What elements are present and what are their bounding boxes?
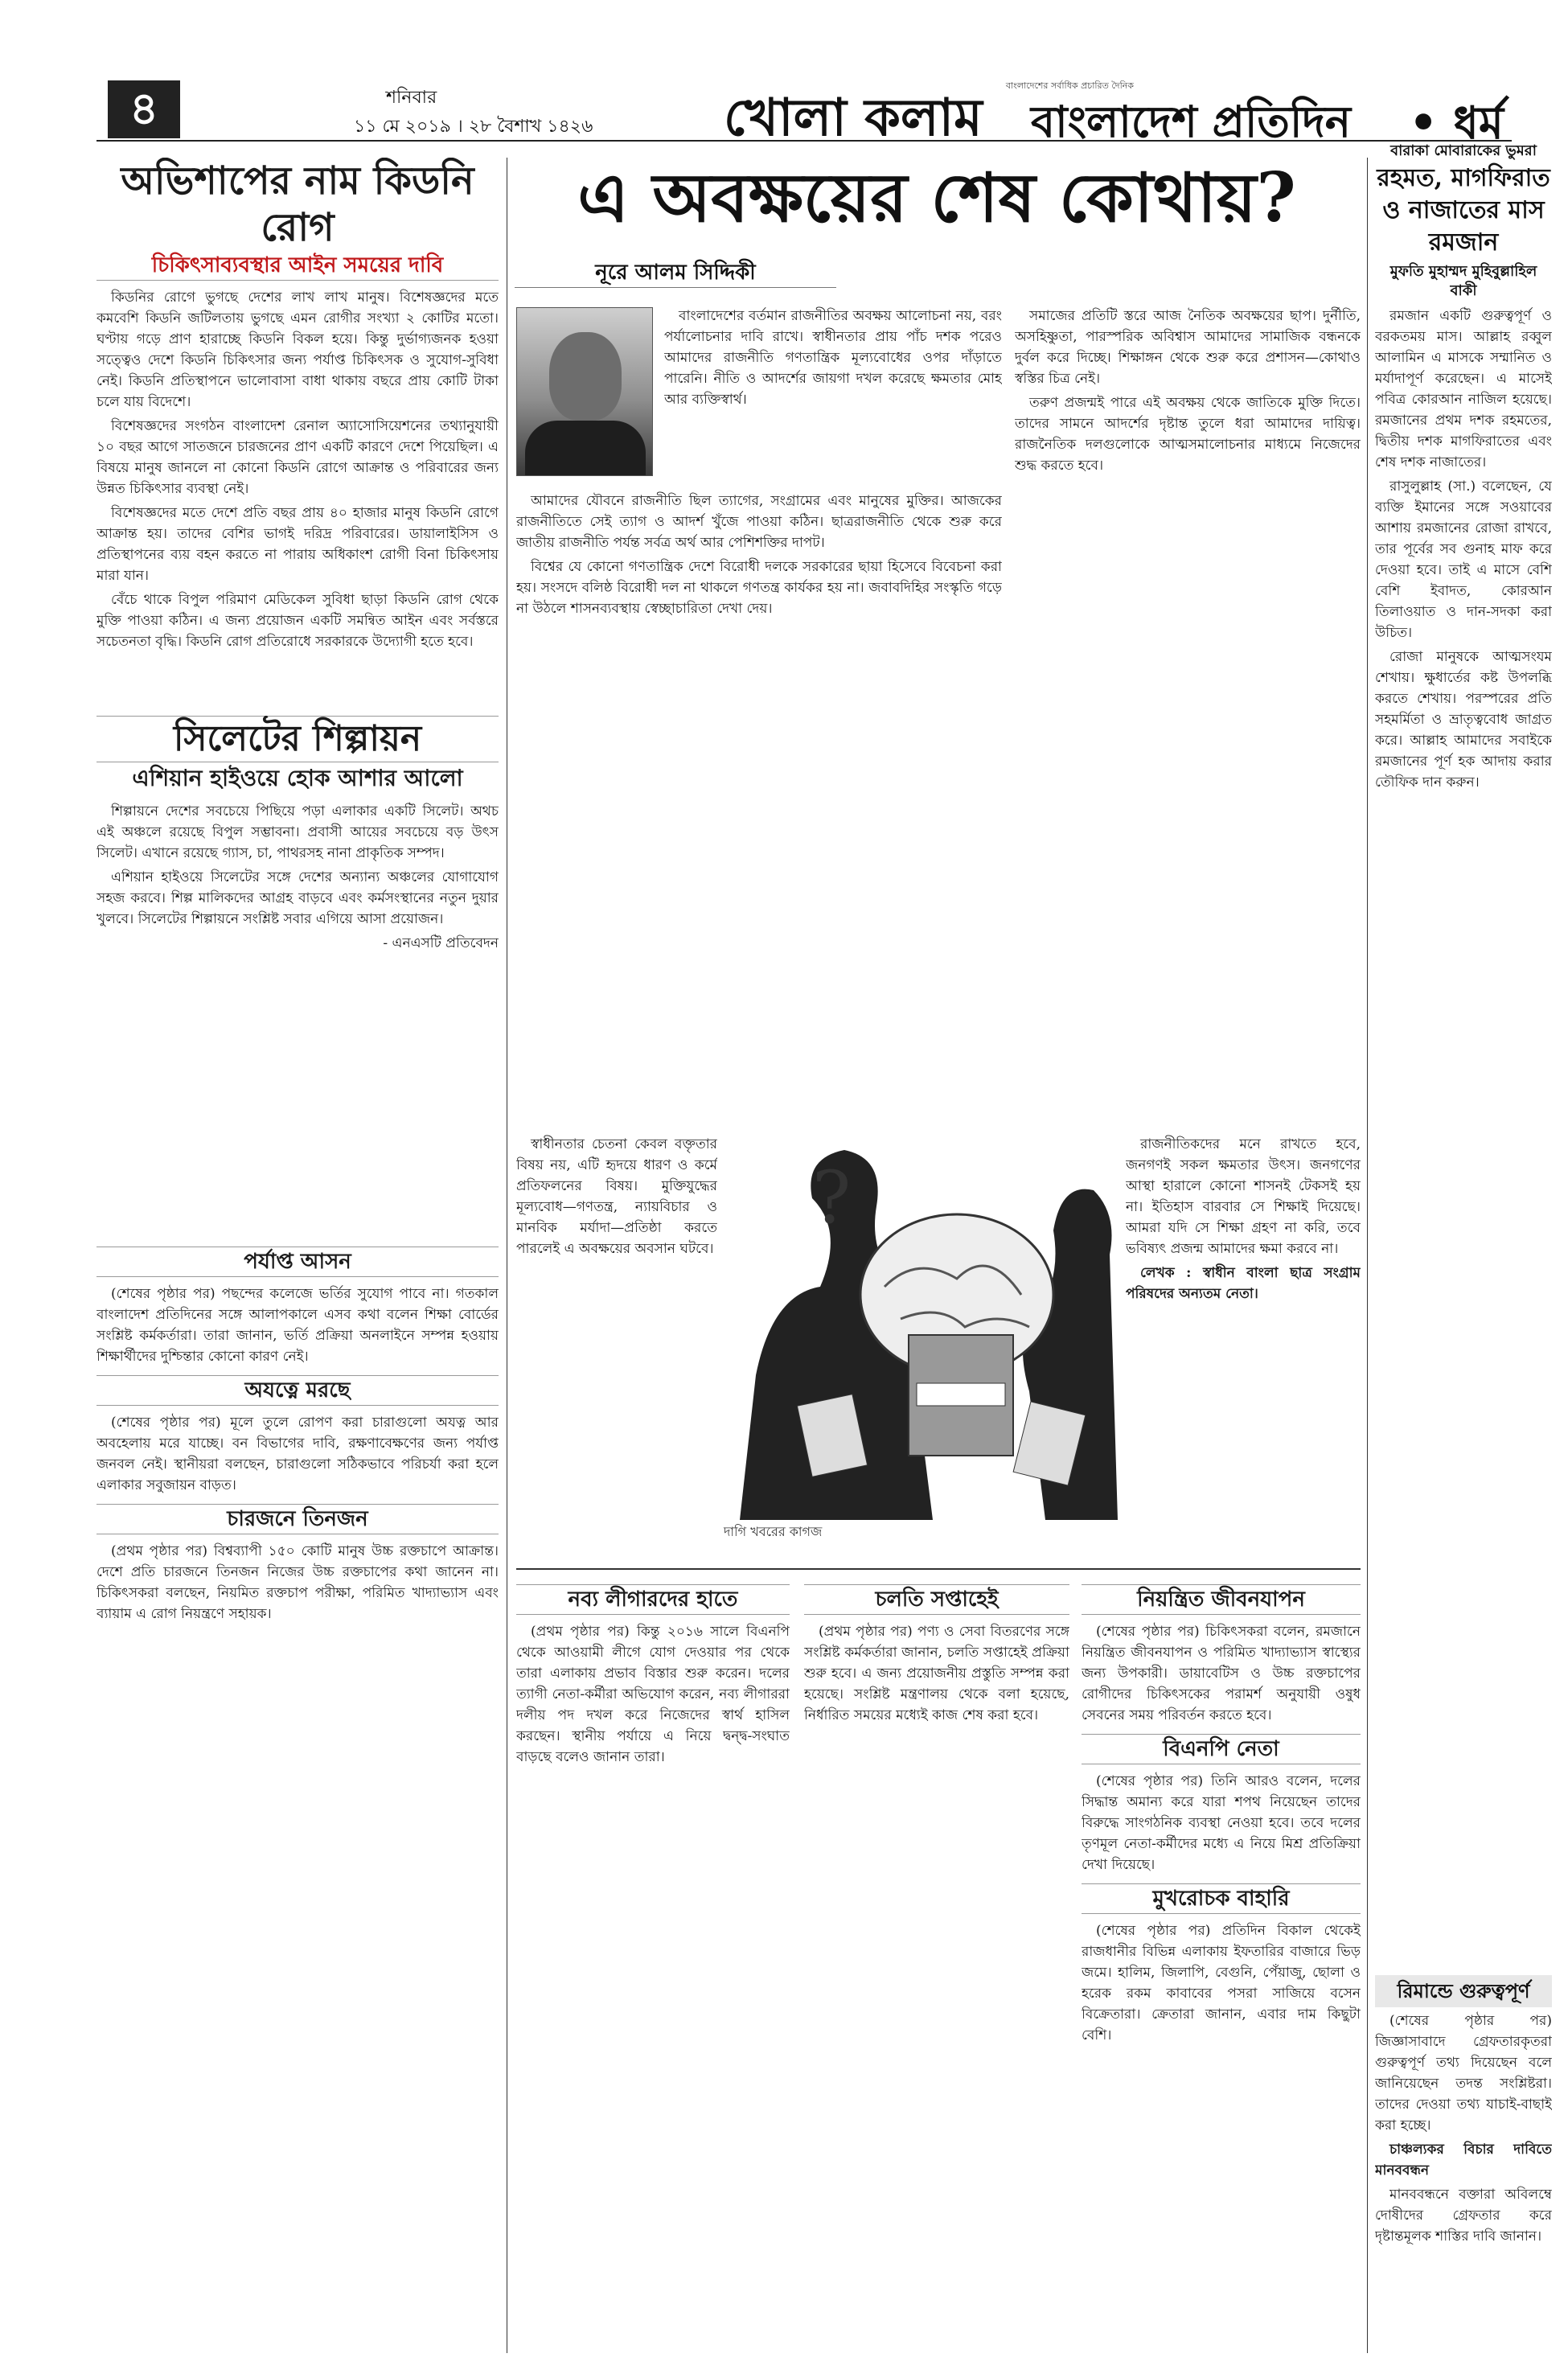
news-headline: চারজনে তিনজন [96,1504,499,1534]
main-article-credit: লেখক : স্বাধীন বাংলা ছাত্র সংগ্রাম পরিষদের অন্যতম নেতা। [1126,1265,1361,1302]
left-article-paragraph: বেঁচে থাকে বিপুল পরিমাণ মেডিকেল সুবিধা ছাড়া কিডনি রোগ থেকে মুক্তি পাওয়া কঠিন। এ জন্য প্রয়োজন একটি সমন্বিত আইন এবং সর্বস্তরে সচেতনতা বৃদ্ধি। কিডনি রোগ প্রতিরোধে সরকারকে উদ্যোগী হতে হবে। [96,592,499,650]
newspaper-brand: বাংলাদেশ প্রতিদিন [1031,96,1351,147]
masthead [96,77,1512,150]
right-article-paragraph: রাসুলুল্লাহ (সা.) বলেছেন, যে ব্যক্তি ইমানের সঙ্গে সওয়াবের আশায় রমজানের রোজা রাখবে, তার পূর্বের সব গুনাহ মাফ করে দেওয়া হবে। তাই এ মাসে বেশি বেশি ইবাদত, কোরআন তিলাওয়াত ও দান-সদকা করা উচিত। [1375,478,1552,641]
right-footer-paragraph: (শেষের পৃষ্ঠার পর) জিজ্ঞাসাবাদে গ্রেফতারকৃতরা গুরুত্বপূর্ণ তথ্য দিয়েছেন বলে জানিয়েছেন তদন্ত সংশ্লিষ্টরা। তাদের দেওয়া তথ্য যাচাই-বাছাই করা হচ্ছে। [1375,2013,1552,2134]
main-article-paragraph: সমাজের প্রতিটি স্তরে আজ নৈতিক অবক্ষয়ের ছাপ। দুর্নীতি, অসহিষ্ণুতা, পারস্পরিক অবিশ্বাস আমাদের সামাজিক বন্ধনকে দুর্বল করে দিচ্ছে। শিক্ষাঙ্গন থেকে শুরু করে প্রশাসন—কোথাও স্বস্তির চিত্র নেই। [1015,308,1361,387]
box-article-credit: - এনএসটি প্রতিবেদন [383,935,499,951]
main-article-col1 [516,491,1002,1126]
left-article-paragraph: বিশেষজ্ঞদের মতে দেশে প্রতি বছর প্রায় ৪০ হাজার মানুষ কিডনি রোগে আক্রান্ত হয়। তাদের বেশির ভাগই দরিদ্র পরিবারের। ডায়ালাইসিস ও প্রতিস্থাপনের ব্যয় বহন করতে না পারায় অধিকাংশ রোগী বিনা চিকিৎসায় মারা যান। [96,505,499,584]
news-headline: নব্য লীগারদের হাতে [516,1584,790,1615]
news-body: (প্রথম পৃষ্ঠার পর) কিন্তু ২০১৬ সালে বিএনপি থেকে আওয়ামী লীগে যোগ দেওয়ার পর থেকে তারা এলাকায় প্রভাব বিস্তার শুরু করেন। দলের ত্যাগী নেতা-কর্মীরা অভিযোগ করেন, নব্য লীগাররা দলীয় পদ দখল করে নিজেদের স্বার্থ হাসিল করছেন। স্থানীয় পর্যায়ে এ নিয়ে দ্বন্দ্ব-সংঘাত বাড়ছে বলেও জানান তারা। [516,1624,790,1765]
box-article [96,716,499,1230]
left-article-title: অভিশাপের নাম কিডনি রোগ [121,158,474,250]
news-body: (শেষের পৃষ্ঠার পর) চিকিৎসকরা বলেন, রমজানে নিয়ন্ত্রিত জীবনযাপন ও পরিমিত খাদ্যাভ্যাস স্বাস্থ্যের জন্য উপকারী। ডায়াবেটিস ও উচ্চ রক্তচাপের রোগীদের চিকিৎসকের পরামর্শ অনুযায়ী ওষুধ সেবনের সময় পরিবর্তন করতে হবে। [1082,1624,1361,1723]
main-article-col2 [1015,306,1361,1126]
section-title: খোলা কলাম [724,88,983,148]
news-headline: বিএনপি নেতা [1082,1734,1361,1764]
right-top-line: বারাকা মোবারাকের ভুমরা [1390,142,1537,159]
left-article-paragraph: কিডনির রোগে ভুগছে দেশের লাখ লাখ মানুষ। বিশেষজ্ঞদের মতে কমবেশি কিডনি জটিলতায় ভুগছে এমন রোগীর সংখ্যা ২ কোটির মতো। ঘণ্টায় গড়ে প্রাণ হারাচ্ছে কিডনি বিকল হয়ে। কিন্তু দুর্ভাগ্যজনক হওয়া সত্ত্বেও দেশে কিডনি চিকিৎসার জন্য পর্যাপ্ত চিকিৎসক ও সুযোগ-সুবিধা নেই। কিডনি প্রতিস্থাপনে ভালোবাসা বাধা থাকায় বছরে প্রায় কোটি টাকা চলে যায় বিদেশে। [96,290,499,410]
news-body: (শেষের পৃষ্ঠার পর) প্রতিদিন বিকাল থেকেই রাজধানীর বিভিন্ন এলাকায় ইফতারির বাজারে ভিড় জমে। হালিম, জিলাপি, বেগুনি, পেঁয়াজু, ছোলা ও হরেক রকম কাবাবের পসরা সাজিয়ে বসেন বিক্রেতারা। ক্রেতারা জানান, এবার দাম কিছুটা বেশি। [1082,1923,1361,2043]
left-article [96,158,499,704]
main-article-paragraph: স্বাধীনতার চেতনা কেবল বক্তৃতার বিষয় নয়, এটি হৃদয়ে ধারণ ও কর্মে প্রতিফলনের বিষয়। মুক্তিযুদ্ধের মূল্যবোধ—গণতন্ত্র, ন্যায়বিচার ও মানবিক মর্যাদা—প্রতিষ্ঠা করতে পারলেই এ অবক্ষয়ের অবসান ঘটবে। [516,1136,717,1257]
news-body: (প্রথম পৃষ্ঠার পর) বিশ্বব্যাপী ১৫০ কোটি মানুষ উচ্চ রক্তচাপে আক্রান্ত। দেশে প্রতি চারজনে তিনজন নিজের উচ্চ রক্তচাপের কথা জানেন না। চিকিৎসকরা বলছেন, নিয়মিত রক্তচাপ পরীক্ষা, পরিমিত খাদ্যাভ্যাস এবং ব্যায়াম এ রোগ নিয়ন্ত্রণে সহায়ক। [96,1543,499,1622]
news-headline: চলতি সপ্তাহেই [804,1584,1069,1615]
page-number: ৪ [108,80,180,138]
right-article-body [1375,306,1552,1967]
main-article-paragraph: বিশ্বের যে কোনো গণতান্ত্রিক দেশে বিরোধী দলকে সরকারের ছায়া হিসেবে বিবেচনা করা হয়। সংসদে বলিষ্ঠ বিরোধী দল না থাকলে গণতন্ত্র কার্যকর হয় না। জবাবদিহির সংস্কৃতি গড়ে না উঠলে শাসনব্যবস্থায় স্বেচ্ছাচারিতা দেখা দেয়। [516,559,1002,617]
box-article-paragraph: এশিয়ান হাইওয়ে সিলেটের সঙ্গে দেশের অন্যান্য অঞ্চলের যোগাযোগ সহজ করবে। শিল্প মালিকদের আগ্রহ বাড়বে এবং কর্মসংস্থানের নতুন দুয়ার খুলবে। সিলেটের শিল্পায়নে সংশ্লিষ্ট সবার এগিয়ে আসা প্রয়োজন। [96,869,499,927]
masthead-day: শনিবার [386,88,437,108]
newspaper-blindfold [917,1383,1005,1406]
left-article-subtitle: চিকিৎসাব্যবস্থার আইন সময়ের দাবি [96,251,499,281]
right-article-author: মুফতি মুহাম্মদ মুহিবুল্লাহিল বাকী [1389,263,1537,299]
box-article-subtitle: এশিয়ান হাইওয়ে হোক আশার আলো [132,765,463,791]
news-headline: নিয়ন্ত্রিত জীবনযাপন [1082,1584,1361,1615]
brand-tagline: বাংলাদেশের সর্বাধিক প্রচারিত দৈনিক [1005,80,1134,91]
author-byline: নূরে আলম সিদ্দিকী [515,256,836,288]
question-mark-icon: ? [812,1156,852,1240]
right-article-title: রহমত, মাগফিরাত ও নাজাতের মাস রমজান [1377,164,1550,257]
author-face [549,332,622,421]
box-article-paragraph: শিল্পায়নে দেশের সবচেয়ে পিছিয়ে পড়া এলাকার একটি সিলেট। অথচ এই অঞ্চলে রয়েছে বিপুল সম্ভাবনা। প্রবাসী আয়ের সবচেয়ে বড় উৎস সিলেট। এখানে রয়েছে গ্যাস, চা, পাথরসহ নানা প্রাকৃতিক সম্পদ। [96,803,499,861]
column-divider [1367,158,1368,2353]
right-footer-body [1375,2011,1552,2348]
main-article-paragraph: বাংলাদেশের বর্তমান রাজনীতির অবক্ষয় আলোচনা নয়, বরং পর্যালোচনার দাবি রাখে। স্বাধীনতার প্রায় পাঁচ দশক পরেও আমাদের রাজনীতি গণতান্ত্রিক মূল্যবোধের ওপর দাঁড়াতে পারেনি। নীতি ও আদর্শের জায়গা দখল করেছে ক্ষমতার মোহ আর ব্যক্তিস্বার্থ। [664,308,1002,408]
section-divider [516,1568,1361,1570]
box-article-title: সিলেটের শিল্পায়ন [96,716,499,762]
author-suit [525,421,646,476]
masthead-date: ১১ মে ২০১৯ । ২৮ বৈশাখ ১৪২৬ [354,117,593,137]
bottom-news-col3 [1082,1576,1361,2348]
news-body: (শেষের পৃষ্ঠার পর) তিনি আরও বলেন, দলের সিদ্ধান্ত অমান্য করে যারা শপথ নিয়েছেন তাদের বিরুদ্ধে সাংগঠনিক ব্যবস্থা নেওয়া হবে। তবে দলের তৃণমূল নেতা-কর্মীদের মধ্যে এ নিয়ে মিশ্র প্রতিক্রিয়া দেখা দিয়েছে। [1082,1773,1361,1873]
main-headline: এ অবক্ষয়ের শেষ কোথায়? [577,158,1296,237]
news-headline: পর্যাপ্ত আসন [96,1247,499,1277]
right-article-paragraph: রোজা মানুষকে আত্মসংযম শেখায়। ক্ষুধার্তের কষ্ট উপলব্ধি করতে শেখায়। পরস্পরের প্রতি সহমর্মিতা ও ভ্রাতৃত্ববোধ জাগ্রত করে। আল্লাহ আমাদের সবাইকে রমজানের পূর্ণ হক আদায় করার তৌফিক দান করুন। [1375,649,1552,791]
main-article-col3 [516,1134,717,1560]
bottom-news-col1 [516,1576,790,2348]
news-headline: মুখরোচক বাহারি [1082,1883,1361,1914]
news-body: (প্রথম পৃষ্ঠার পর) পণ্য ও সেবা বিতরণের সঙ্গে সংশ্লিষ্ট কর্মকর্তারা জানান, চলতি সপ্তাহেই প্রক্রিয়া শুরু হবে। এ জন্য প্রয়োজনীয় প্রস্তুতি সম্পন্ন করা হয়েছে। সংশ্লিষ্ট মন্ত্রণালয় থেকে বলা হয়েছে, নির্ধারিত সময়ের মধ্যেই কাজ শেষ করা হবে। [804,1624,1069,1723]
news-body: (শেষের পৃষ্ঠার পর) পছন্দের কলেজে ভর্তির সুযোগ পাবে না। গতকাল বাংলাদেশ প্রতিদিনের সঙ্গে আলাপকালে এসব কথা বলেন শিক্ষা বোর্ডের সংশ্লিষ্ট কর্মকর্তারা। তারা জানান, ভর্তি প্রক্রিয়া অনলাইনে সম্পন্ন হওয়ায় শিক্ষার্থীদের দুশ্চিন্তার কোনো কারণ নেই। [96,1286,499,1365]
category-label: • ধর্ম [1409,97,1504,150]
main-article-col4 [1126,1134,1361,1560]
right-article-paragraph: রমজান একটি গুরুত্বপূর্ণ ও বরকতময় মাস। আল্লাহ রব্বুল আলামিন এ মাসকে সম্মানিত ও মর্যাদাপূর্ণ করেছেন। এ মাসেই পবিত্র কোরআন নাজিল হয়েছে। রমজানের প্রথম দশক রহমতের, দ্বিতীয় দশক মাগফিরাতের এবং শেষ দশক নাজাতের। [1375,308,1552,470]
main-article-paragraph: আমাদের যৌবনে রাজনীতি ছিল ত্যাগের, সংগ্রামের এবং মানুষের মুক্তির। আজকের রাজনীতিতে সেই ত্যাগ ও আদর্শ খুঁজে পাওয়া কঠিন। ছাত্ররাজনীতি থেকে শুরু করে জাতীয় রাজনীতি পর্যন্ত সর্বত্র অর্থ আর পেশিশক্তির দাপট। [516,493,1002,551]
right-footer-subhead: চাঞ্চল্যকর বিচার দাবিতে মানববন্ধন [1375,2142,1552,2179]
main-article-intro [664,306,1002,483]
author-photo [516,307,653,476]
main-article-paragraph: রাজনীতিকদের মনে রাখতে হবে, জনগণই সকল ক্ষমতার উৎস। জনগণের আস্থা হারালে কোনো শাসনই টেকসই হয় না। ইতিহাস বারবার সে শিক্ষাই দিয়েছে। আমরা যদি সে শিক্ষা গ্রহণ না করি, তবে ভবিষ্যৎ প্রজন্ম আমাদের ক্ষমা করবে না। [1126,1136,1361,1257]
left-article-paragraph: বিশেষজ্ঞদের সংগঠন বাংলাদেশ রেনাল অ্যাসোসিয়েশনের তথ্যানুযায়ী ১০ বছর আগে সাতজনে চারজনের প্রাণ একটি কারণে দেশে পিয়েছিল। এ বিষয়ে মানুষ জানলে না কোনো কিডনি রোগে আক্রান্ত ও পরিবারের জন্য উন্নত চিকিৎসার ব্যবস্থা নেই। [96,418,499,497]
news-body: (শেষের পৃষ্ঠার পর) মূলে তুলে রোপণ করা চারাগুলো অযত্ন আর অবহেলায় মরে যাচ্ছে। বন বিভাগের দাবি, রক্ষণাবেক্ষণের জন্য পর্যাপ্ত জনবল নেই। স্থানীয়রা বলছেন, চারাগুলো সঠিকভাবে পরিচর্যা করা হলে এলাকার সবুজায়ন বাড়ত। [96,1415,499,1493]
right-footer-headline: রিমান্ডে গুরুত্বপূর্ণ [1375,1975,1552,2007]
right-footer-paragraph: মানববন্ধনে বক্তারা অবিলম্বে দোষীদের গ্রেফতার করে দৃষ্টান্তমূলক শাস্তির দাবি জানান। [1375,2187,1552,2245]
news-headline: অযত্নে মরছে [96,1375,499,1406]
article-illustration [724,1134,1118,1520]
bottom-news-col2 [804,1576,1069,2348]
illustration-caption: দাগি খবরের কাগজ [724,1524,823,1539]
main-article-paragraph: তরুণ প্রজন্মই পারে এই অবক্ষয় থেকে জাতিকে মুক্তি দিতে। তাদের সামনে আদর্শের দৃষ্টান্ত তুলে ধরা আমাদের দায়িত্ব। রাজনৈতিক দলগুলোকে আত্মসমালোচনার মাধ্যমে নিজেদের শুদ্ধ করতে হবে। [1015,395,1361,474]
left-news-column [96,1238,499,2348]
